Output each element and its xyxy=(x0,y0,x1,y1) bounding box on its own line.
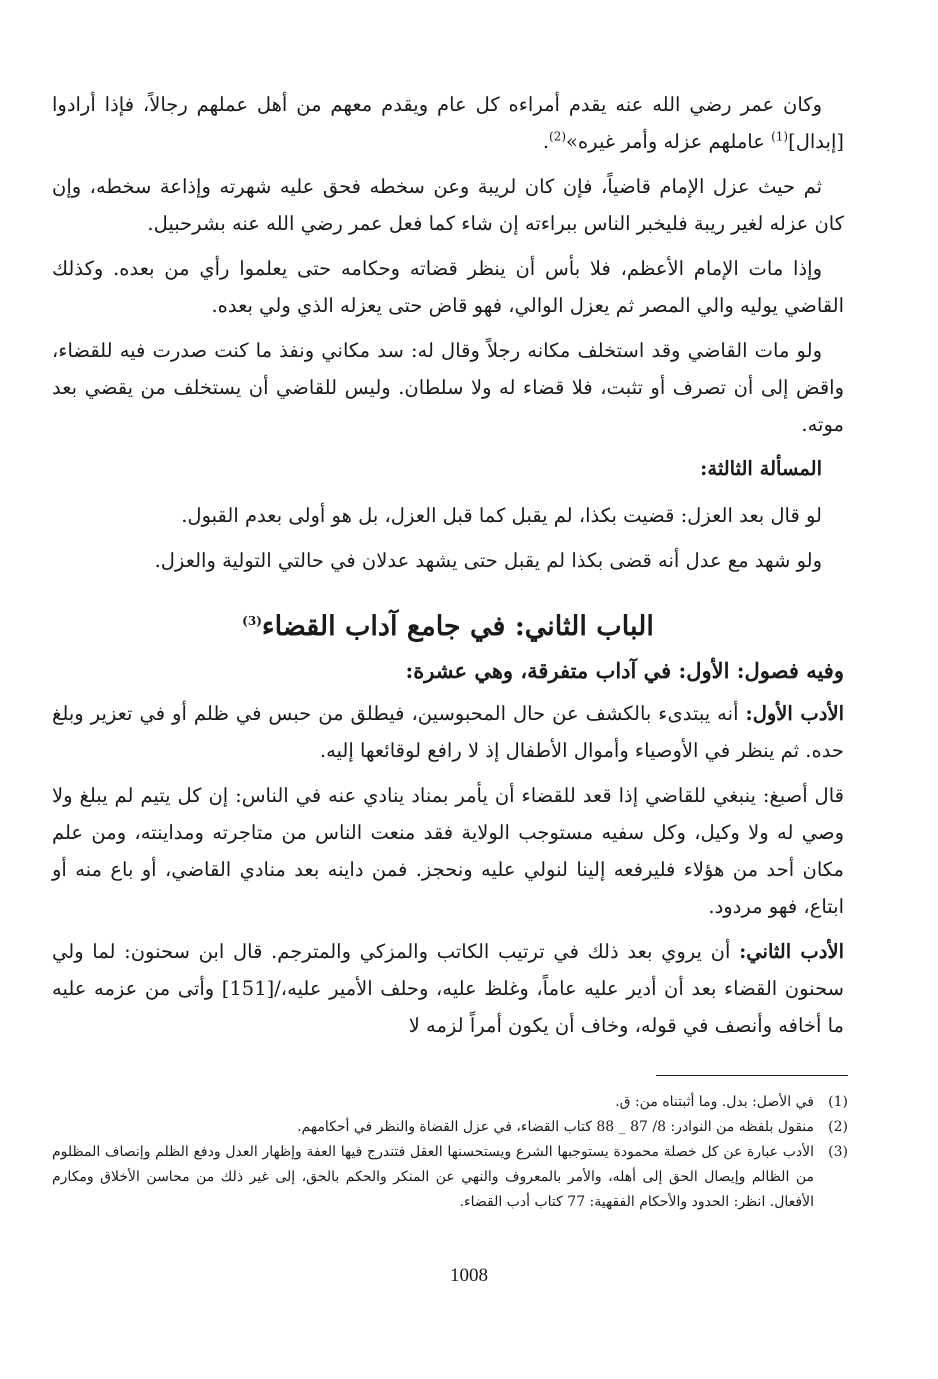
footnote-item xyxy=(52,1090,848,1115)
paragraph-adab-second xyxy=(52,933,844,1044)
question-heading: المسألة الثالثة: xyxy=(700,457,822,480)
paragraph-dismissal: ثم حيث عزل الإمام قاضياً، فإن كان لريبة وعن سخطه فحق عليه شهرته وإذاعة سخطه، وإن كان عزله لغير ريبة فليخبر الناس ببراءته إن شاء كما فعل عمر رضي الله عنه بشرحبيل. xyxy=(52,175,844,235)
footnote-ref[interactable]: (2) xyxy=(549,129,567,144)
paragraph-asbagh: قال أصبغ: ينبغي للقاضي إذا قعد للقضاء أن يأمر بمناد ينادي عنه في الناس: إن كل يتيم لم يبلغ ولا وصي له ولا وكيل، وكل سفيه مستوجب الولاية فقد منعت الناس من متاجرته ومداينته، ومن علم مكان أحد من هؤلاء فليرفعه إلينا لنولي عليه ونحجز. فمن داينه بعد منادي القاضي، أو باع منه أو ابتاع، فهو مردود. xyxy=(52,784,844,918)
page-number: 1008 xyxy=(450,1265,488,1286)
paragraph-after-dismissal: لو قال بعد العزل: قضيت بكذا، لم يقبل كما قبل العزل، بل هو أولى بعدم القبول. xyxy=(181,504,822,527)
footnotes xyxy=(52,1090,848,1215)
paragraph-text: أنه يبتدىء بالكشف عن حال المحبوسين، فيطلق من حبس في ظلم أو في تعزير وبلغ حده. ثم ينظر في الأوصياء وأموال الأطفال إذ لا رافع لوقائعها إليه. xyxy=(52,702,844,762)
section-heading: وفيه فصول: الأول: في آداب متفرقة، وهي عشرة: xyxy=(405,658,844,683)
footnote-number: (3) xyxy=(828,1144,848,1160)
paragraph-adab-first xyxy=(52,695,844,769)
paragraph-judge-death: ولو مات القاضي وقد استخلف مكانه رجلاً وقال له: سد مكاني ونفذ ما كنت صدرت فيه للقضاء، واقض إلى أن تصرف أو تثبت، فلا قضاء له ولا سلطان. وليس للقاضي أن يستخلف من يقضي بعد موته. xyxy=(52,339,844,436)
footnote-ref[interactable]: (3) xyxy=(242,614,262,628)
paragraph-testimony: ولو شهد مع عدل أنه قضى بكذا لم يقبل حتى يشهد عدلان في حالتي التولية والعزل. xyxy=(154,549,822,572)
footnote-ref[interactable]: (1) xyxy=(771,129,789,144)
paragraph-text: أن يروي بعد ذلك في ترتيب الكاتب والمزكي والمترجم. قال ابن سحنون: لما ولي سحنون القضاء بعد أن أدير عليه عاماً، وغلظ عليه، وحلف الأمير عليه،/[151] وأتى من عزمه عليه ما أخافه وأنصف في قوله، وخاف أن يكون أمراً لزمه لا xyxy=(52,940,844,1037)
footnote-item xyxy=(52,1140,848,1215)
footnote-text: في الأصل: بدل. وما أثبتناه من: ق. xyxy=(615,1094,814,1110)
footnote-number: (1) xyxy=(828,1094,848,1110)
chapter-title xyxy=(52,605,844,649)
paragraph-text: . xyxy=(542,130,550,153)
paragraph-text: عاملهم عزله وأمر غيره» xyxy=(566,130,772,153)
adab-label: الأدب الأول: xyxy=(745,702,844,725)
footnote-text: الأدب عبارة عن كل خصلة محمودة يستوجبها الشرع ويستحسنها العقل فتندرج فيها العفة وإظهار العدل ودفع الظلم وإنصاف المظلوم من الظالم وإيصال الحق إلى أهله، والأمر بالمعروف والنهي عن المنكر والحكم بالحق، إلى غير ذلك من محاسن الأخلاق ومكارم الأفعال. انظر: الحدود والأحكام الفقهية: 77 كتاب أدب القضاء. xyxy=(52,1144,814,1210)
adab-label: الأدب الثاني: xyxy=(739,940,844,963)
paragraph-text: وكان عمر رضي الله عنه يقدم أمراءه كل عام ويقدم معهم من أهل عملهم رجالاً، فإذا أرادوا [إبدال] xyxy=(52,93,844,153)
footnote-text: منقول بلفظه من النوادر: 8/ 87 _ 88 كتاب القضاء، في عزل القضاة والنظر في أحكامهم. xyxy=(297,1119,814,1135)
chapter-title-text: الباب الثاني: في جامع آداب القضاء xyxy=(261,611,654,642)
footnote-divider xyxy=(656,1075,848,1076)
footnote-item xyxy=(52,1115,848,1140)
paragraph-umar-governors xyxy=(52,86,844,160)
paragraph-imam-death: وإذا مات الإمام الأعظم، فلا بأس أن ينظر قضاته وحكامه حتى يعلموا رأي من بعده. وكذلك القاضي يوليه والي المصر ثم يعزل الوالي، فهو قاض حتى يعزله الذي ولي بعده. xyxy=(52,257,844,317)
main-text xyxy=(52,86,844,1052)
footnote-number: (2) xyxy=(828,1119,848,1135)
